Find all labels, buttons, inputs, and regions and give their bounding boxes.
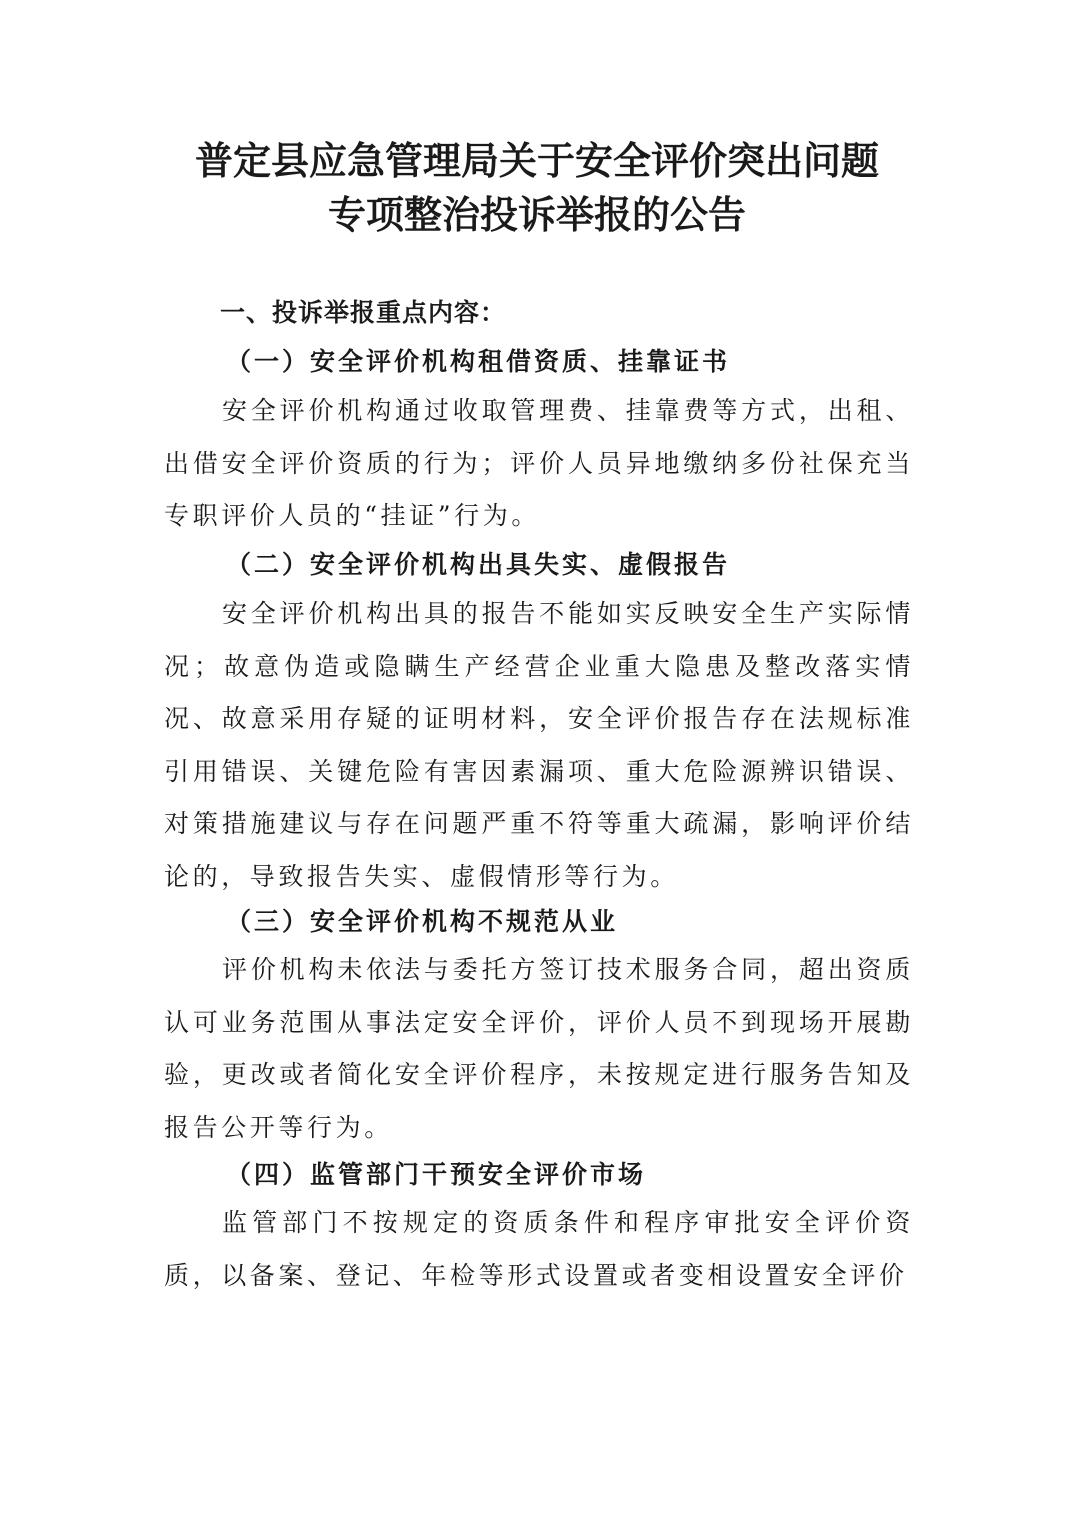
item-2-subheading: （二）安全评价机构出具失实、虚假报告 (226, 550, 731, 579)
item-3-body: 评价机构未依法与委托方签订技术服务合同，超出资质认可业务范围从事法定安全评价，评价人员不到现场开展勘验，更改或者简化安全评价程序，未按规定进行服务告知及报告公开等行为。 (164, 955, 914, 1142)
item-2-body: 安全评价机构出具的报告不能如实反映安全生产实际情况；故意伪造或隐瞒生产经营企业重大隐患及整改落实情况、故意采用存疑的证明材料，安全评价报告存在法规标准引用错误、关键危险有害因素漏项、重大危险源辨识错误、对策措施建议与存在问题严重不符等重大疏漏，影响评价结论的，导致报告失实、虚假情形等行为。 (164, 599, 914, 891)
item-1-body: 安全评价机构通过收取管理费、挂靠费等方式，出租、出借安全评价资质的行为；评价人员异地缴纳多份社保充当专职评价人员的“挂证”行为。 (164, 396, 914, 530)
item-1-subheading: （一）安全评价机构租借资质、挂靠证书 (226, 347, 731, 376)
document-title-line-2: 专项整治投诉举报的公告 (327, 192, 746, 237)
section-heading: 一、投诉举报重点内容： (220, 298, 507, 327)
item-4-body: 监管部门不按规定的资质条件和程序审批安全评价资质，以备案、登记、年检等形式设置或者变相设置安全评价 (164, 1208, 914, 1290)
document-title-line-1: 普定县应急管理局关于安全评价突出问题 (194, 138, 879, 183)
item-3-subheading: （三）安全评价机构不规范从业 (226, 907, 619, 936)
item-4-subheading: （四）监管部门干预安全评价市场 (226, 1160, 647, 1189)
